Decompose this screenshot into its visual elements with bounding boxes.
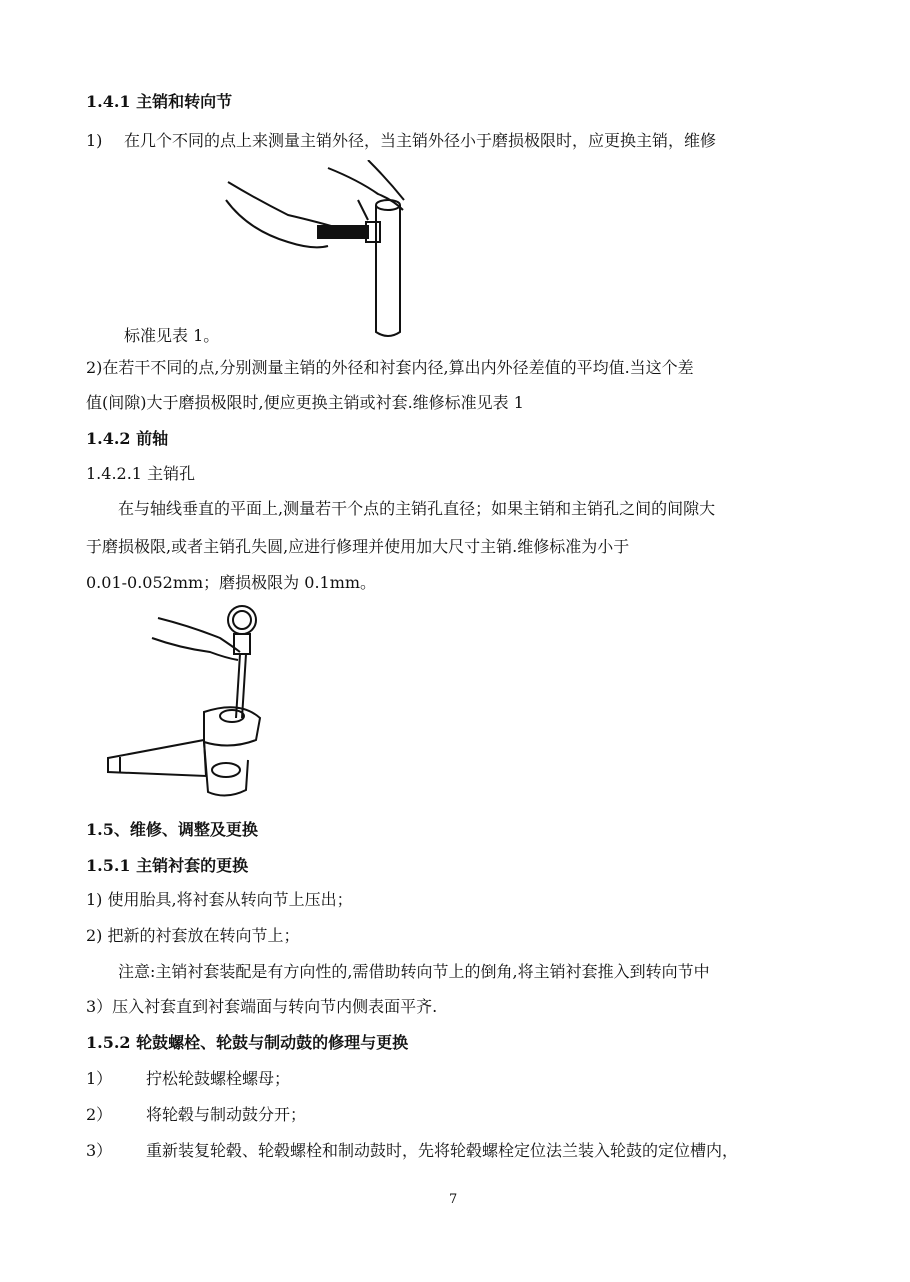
heading-1-5-1: 1.5.1 主销衬套的更换 <box>86 856 249 875</box>
paragraph-line: 值(间隙)大于磨损极限时,便应更换主销或衬套.维修标准见表 1 <box>86 393 524 412</box>
item-number: 3） <box>86 1141 113 1160</box>
heading-1-4-2: 1.4.2 前轴 <box>86 429 169 448</box>
heading-1-5-2: 1.5.2 轮鼓螺栓、轮鼓与制动鼓的修理与更换 <box>86 1033 409 1052</box>
figure-measure-kingpin-hole <box>100 600 280 800</box>
figure-measure-kingpin <box>218 160 418 340</box>
list-item: 拧松轮鼓螺栓螺母； <box>146 1069 291 1088</box>
list-item: 1) 使用胎具,将衬套从转向节上压出； <box>86 890 353 909</box>
page-number: 7 <box>449 1192 458 1207</box>
item-number: 2） <box>86 1105 113 1124</box>
paragraph-line: 在几个不同的点上来测量主销外径，当主销外径小于磨损极限时，应更换主销，维修 <box>124 131 717 150</box>
list-item: 重新装复轮毂、轮毂螺栓和制动鼓时，先将轮毂螺栓定位法兰装入轮鼓的定位槽内， <box>146 1141 739 1160</box>
paragraph-line: 于磨损极限,或者主销孔失圆,应进行修理并使用加大尺寸主销.维修标准为小于 <box>86 537 630 556</box>
list-item: 2) 把新的衬套放在转向节上； <box>86 926 300 945</box>
paragraph-line: 0.01-0.052mm；磨损极限为 0.1mm。 <box>86 573 377 592</box>
paragraph-line: 在与轴线垂直的平面上,测量若干个点的主销孔直径；如果主销和主销孔之间的间隙大 <box>118 499 716 518</box>
paragraph-line: 标准见表 1。 <box>124 326 220 345</box>
list-item: 将轮毂与制动鼓分开； <box>146 1105 307 1124</box>
item-number: 1) <box>86 131 103 150</box>
paragraph-line: 2)在若干不同的点,分别测量主销的外径和衬套内径,算出内外径差值的平均值.当这个差 <box>86 358 694 377</box>
heading-1-4-2-1: 1.4.2.1 主销孔 <box>86 464 196 483</box>
note-line: 注意:主销衬套装配是有方向性的,需借助转向节上的倒角,将主销衬套推入到转向节中 <box>118 962 710 981</box>
list-item: 3）压入衬套直到衬套端面与转向节内侧表面平齐. <box>86 997 438 1016</box>
item-number: 1） <box>86 1069 113 1088</box>
heading-1-4-1: 1.4.1 主销和转向节 <box>86 92 233 111</box>
heading-1-5: 1.5、维修、调整及更换 <box>86 820 258 839</box>
